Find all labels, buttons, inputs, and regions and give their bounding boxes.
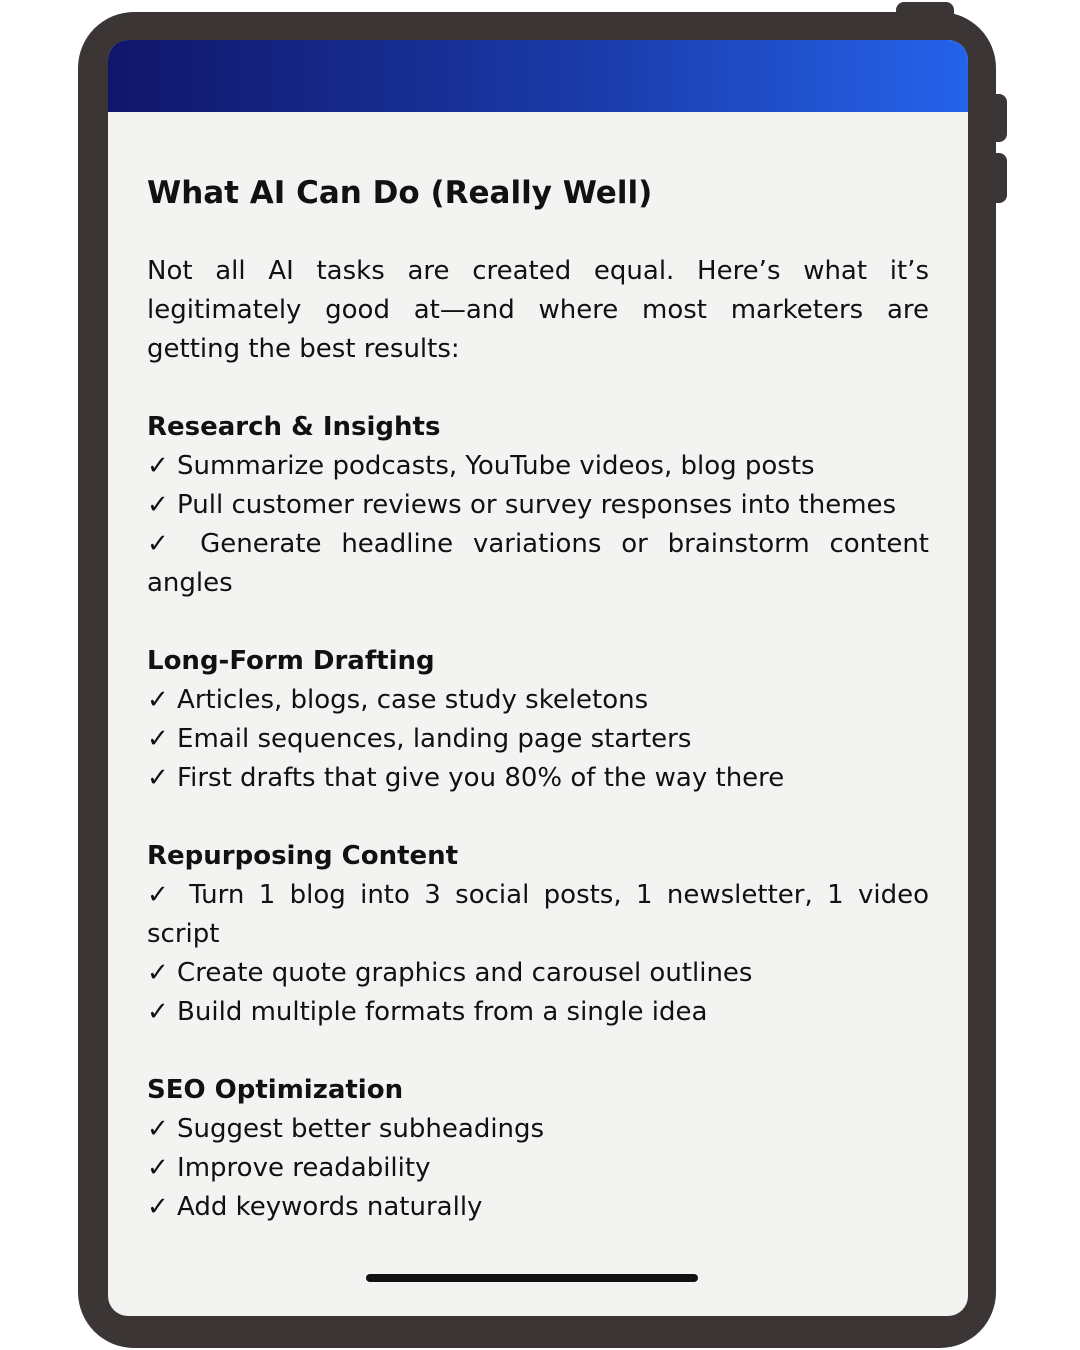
section-long-form-drafting [147, 642, 929, 798]
list-item: ✓ Email sequences, landing page starters [147, 724, 692, 754]
home-indicator[interactable] [366, 1274, 698, 1282]
header-bar [108, 40, 968, 112]
list-item: ✓ Create quote graphics and carousel outlines [147, 958, 753, 988]
section-heading: Repurposing Content [147, 841, 459, 871]
list-item: ✓ Articles, blogs, case study skeletons [147, 685, 649, 715]
list-item: ✓ Summarize podcasts, YouTube videos, blog posts [147, 451, 815, 481]
content-area [147, 168, 929, 1266]
list-item: ✓ Add keywords naturally [147, 1192, 483, 1222]
page-title: What AI Can Do (Really Well) [147, 175, 653, 211]
list-item: ✓ Generate headline variations or brainstorm content angles [147, 529, 929, 598]
list-item: ✓ Suggest better subheadings [147, 1114, 545, 1144]
list-item: ✓ Build multiple formats from a single idea [147, 997, 708, 1027]
section-heading: Research & Insights [147, 412, 441, 442]
list-item: ✓ Improve readability [147, 1153, 431, 1183]
section-heading: Long-Form Drafting [147, 646, 435, 676]
section-repurposing-content [147, 837, 929, 1032]
section-seo-optimization [147, 1071, 929, 1227]
list-item: ✓ Pull customer reviews or survey responses into themes [147, 490, 897, 520]
list-item: ✓ First drafts that give you 80% of the way there [147, 763, 785, 793]
tablet-screen [108, 40, 968, 1316]
section-heading: SEO Optimization [147, 1075, 404, 1105]
intro-paragraph: Not all AI tasks are created equal. Here’s what it’s legitimately good at—and where most marketers are getting the best results: [147, 256, 929, 364]
section-research-insights [147, 408, 929, 603]
list-item: ✓ Turn 1 blog into 3 social posts, 1 newsletter, 1 video script [147, 880, 929, 949]
